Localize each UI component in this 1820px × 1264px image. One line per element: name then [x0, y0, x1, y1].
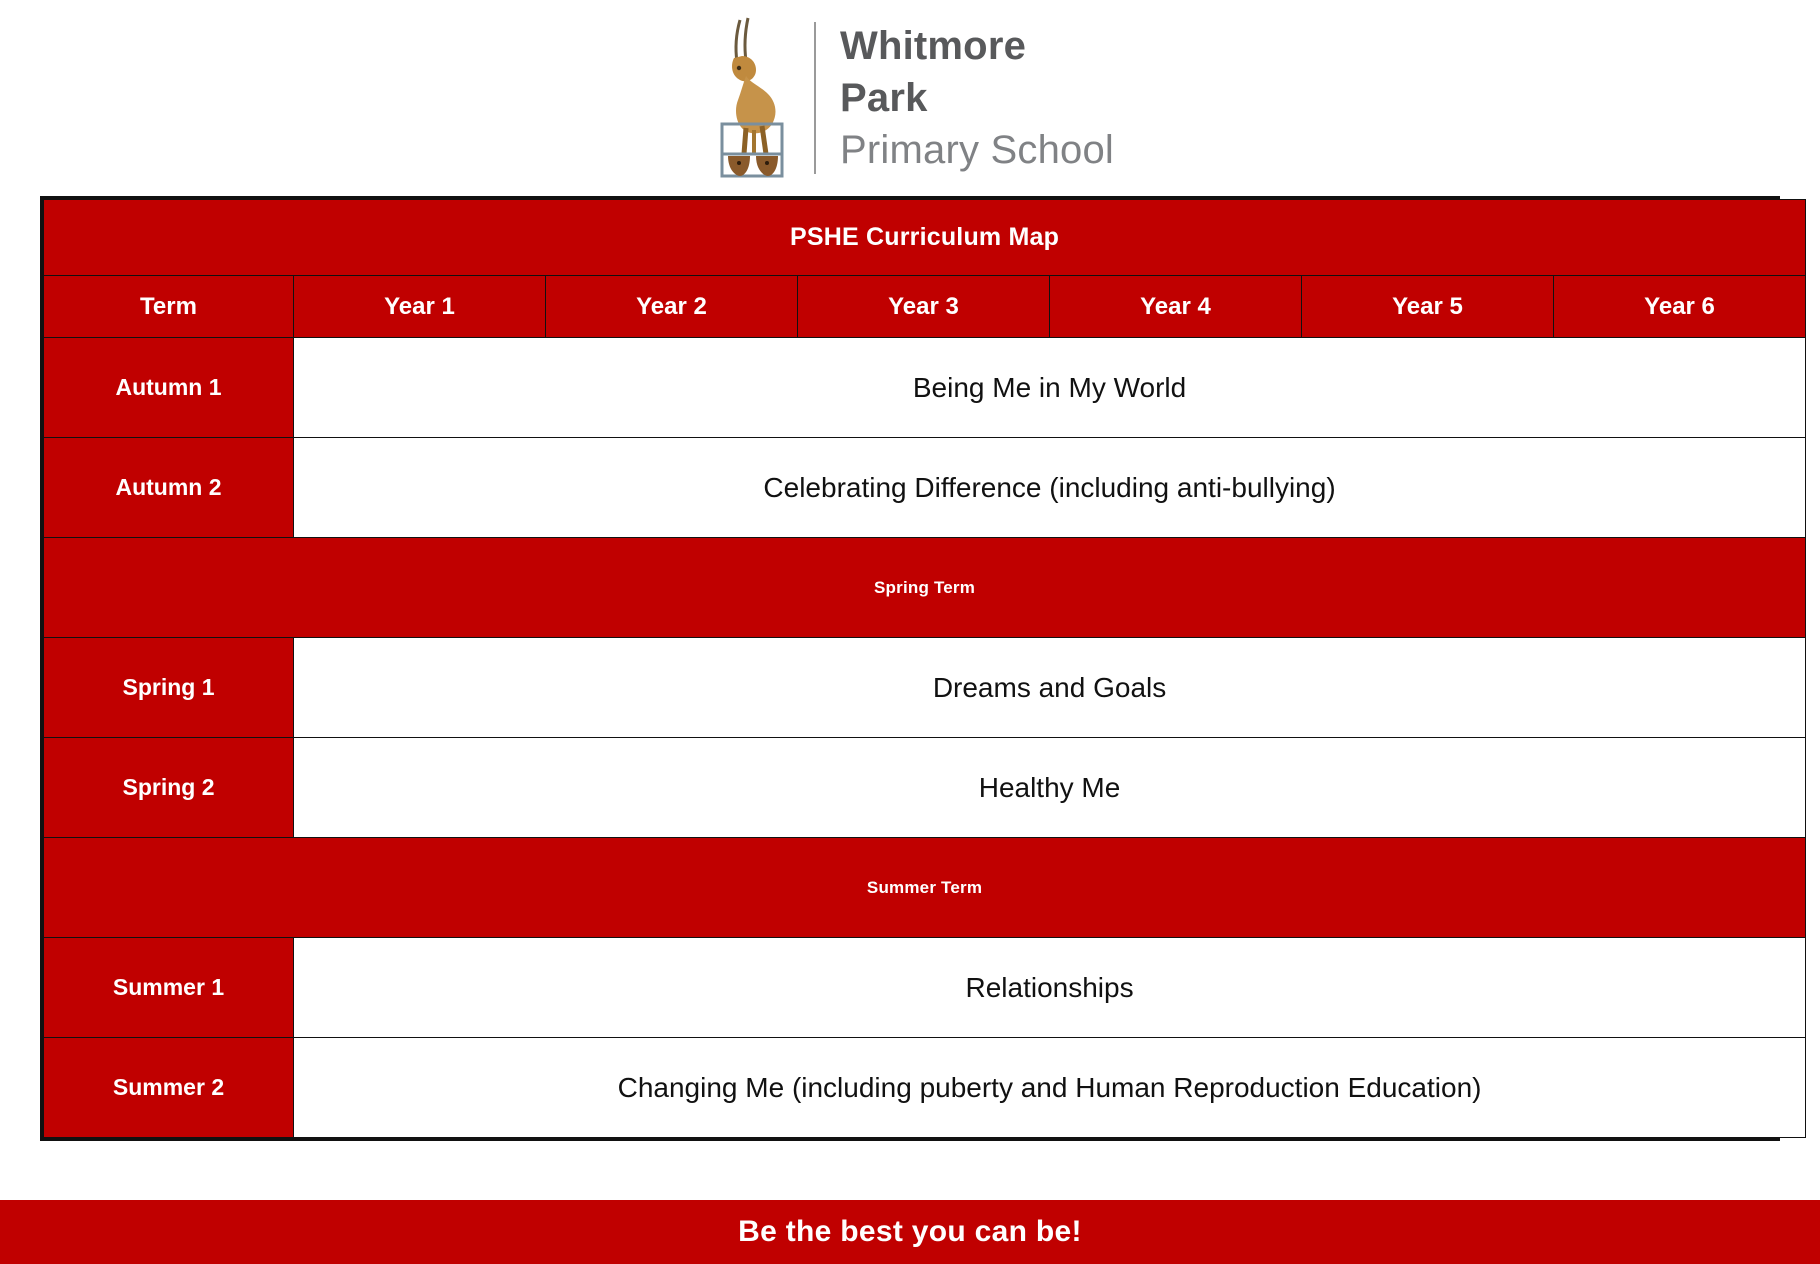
page-header	[0, 0, 1820, 196]
topic-cell: Relationships	[294, 938, 1806, 1038]
table-row	[44, 1038, 1806, 1138]
curriculum-table-container	[40, 196, 1780, 1141]
school-name-line-1: Whitmore	[840, 24, 1027, 68]
table-row	[44, 938, 1806, 1038]
column-header-year-3: Year 3	[798, 276, 1050, 338]
term-label: Autumn 2	[44, 438, 294, 538]
topic-cell: Celebrating Difference (including anti-bullying)	[294, 438, 1806, 538]
motto-text: Be the best you can be!	[738, 1215, 1082, 1248]
pshe-curriculum-table	[43, 199, 1806, 1138]
footer-spacer	[0, 1141, 1820, 1175]
table-title: PSHE Curriculum Map	[44, 200, 1806, 276]
term-label: Spring 1	[44, 638, 294, 738]
term-band-label: Spring Term	[44, 538, 1806, 638]
school-name-line-2: Park	[840, 76, 928, 120]
table-row	[44, 338, 1806, 438]
school-logo	[706, 14, 1114, 182]
table-row	[44, 638, 1806, 738]
column-header-year-5: Year 5	[1302, 276, 1554, 338]
table-title-row	[44, 200, 1806, 276]
table-row	[44, 438, 1806, 538]
topic-cell: Dreams and Goals	[294, 638, 1806, 738]
motto-banner	[0, 1200, 1820, 1264]
term-band-row	[44, 838, 1806, 938]
term-band-label: Summer Term	[44, 838, 1806, 938]
table-row	[44, 738, 1806, 838]
term-label: Summer 2	[44, 1038, 294, 1138]
logo-divider	[814, 22, 816, 174]
term-band-row	[44, 538, 1806, 638]
topic-cell: Changing Me (including puberty and Human Reproduction Education)	[294, 1038, 1806, 1138]
term-label: Spring 2	[44, 738, 294, 838]
term-label: Autumn 1	[44, 338, 294, 438]
topic-cell: Being Me in My World	[294, 338, 1806, 438]
column-header-year-2: Year 2	[546, 276, 798, 338]
column-header-year-4: Year 4	[1050, 276, 1302, 338]
column-header-year-1: Year 1	[294, 276, 546, 338]
topic-cell: Healthy Me	[294, 738, 1806, 838]
column-header-term: Term	[44, 276, 294, 338]
school-name-line-3: Primary School	[840, 128, 1114, 172]
antelope-heraldic-icon	[706, 14, 798, 182]
school-name	[840, 26, 1114, 170]
table-header-row	[44, 276, 1806, 338]
column-header-year-6: Year 6	[1554, 276, 1806, 338]
term-label: Summer 1	[44, 938, 294, 1038]
